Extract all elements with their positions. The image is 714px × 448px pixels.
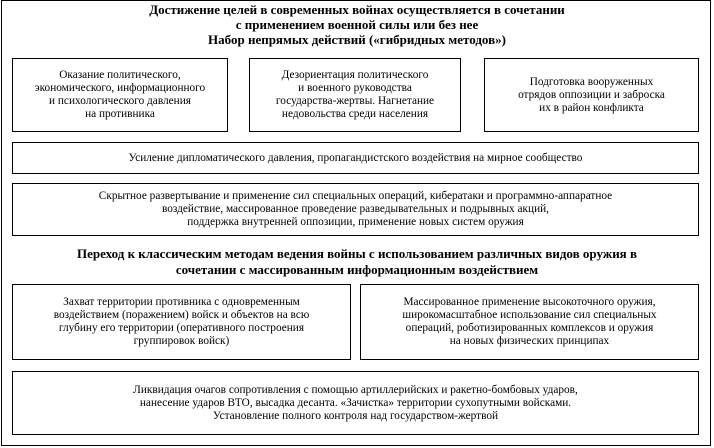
box-pressure-line-4: на противника bbox=[85, 108, 155, 120]
box-territory-capture-line-3: глубину его территории (оперативного построения bbox=[58, 322, 305, 334]
box-pressure-line-3: и психологического давления bbox=[49, 95, 191, 107]
section2-line-1: Переход к классическим методам ведения войны с использованием различных видов оружия в bbox=[76, 246, 637, 261]
box-territory-capture-line-1: Захват территории противника с одновременным bbox=[63, 296, 300, 308]
box-armed-groups-line-3: их в район конфликта bbox=[539, 101, 644, 114]
box-covert-ops-line-1: Скрытное развертывание и применение сил специальных операций, кибератаки и программно-аппаратное bbox=[98, 190, 613, 202]
box-disorientation-line-4: недовольства среди населения bbox=[281, 108, 429, 120]
box-precision-weapons-line-1: Массированное применение высокоточного оружия, bbox=[403, 296, 656, 308]
header-line-1: Достижение целей в современных войнах осуществляется в сочетании bbox=[149, 2, 565, 17]
box-precision-weapons-line-2: широкомасштабное использование сил специальных bbox=[402, 309, 657, 321]
box-armed-groups-line-2: отрядов оппозиции и заброска bbox=[518, 88, 665, 101]
box-precision-weapons bbox=[360, 284, 699, 360]
box-resistance-elimination bbox=[12, 371, 699, 435]
box-armed-groups bbox=[484, 58, 699, 132]
box-covert-ops bbox=[12, 183, 699, 236]
box-diplomatic bbox=[12, 142, 699, 174]
box-territory-capture-line-2: воздействием (поражением) войск и объектов на всю bbox=[53, 309, 310, 321]
box-covert-ops-line-2: воздействие, массированное проведение разведывательных и подрывных акций, bbox=[162, 203, 549, 215]
box-covert-ops-line-3: поддержка внутренней оппозиции, применение новых систем оружия bbox=[187, 216, 524, 228]
box-territory-capture-line-4: группировок войск) bbox=[133, 335, 230, 347]
box-disorientation-line-1: Дезориентация политического bbox=[281, 69, 429, 81]
box-pressure-line-2: экономического, информационного bbox=[34, 82, 206, 94]
box-precision-weapons-line-4: на новых физических принципах bbox=[449, 335, 610, 347]
box-resistance-elimination-line-3: Установление полного контроля над государством-жертвой bbox=[212, 409, 499, 422]
box-diplomatic-line-1: Усиление дипломатического давления, пропагандистского воздействия на мирное сообщество bbox=[128, 151, 583, 164]
box-pressure bbox=[12, 58, 228, 132]
box-precision-weapons-line-3: операций, роботизированных комплексов и оружия bbox=[405, 322, 654, 334]
box-armed-groups-line-1: Подготовка вооруженных bbox=[529, 75, 654, 88]
section2-line-2: сочетании с массированным информационным воздействием bbox=[175, 262, 539, 277]
header-line-2: с применением военной силы или без нее bbox=[235, 17, 479, 32]
box-territory-capture bbox=[12, 284, 351, 360]
header-line-3: Набор непрямых действий («гибридных методов») bbox=[208, 32, 506, 47]
box-disorientation-line-2: и военного руководства bbox=[298, 82, 412, 94]
box-resistance-elimination-line-1: Ликвидация очагов сопротивления с помощью артиллерийских и ракетно-бомбовых ударов, bbox=[133, 383, 578, 396]
box-disorientation bbox=[249, 58, 461, 132]
box-disorientation-line-3: государства-жертвы. Нагнетание bbox=[275, 95, 435, 107]
box-resistance-elimination-line-2: нанесение ударов ВТО, высадка десанта. «Зачистка» территории сухопутными войсками. bbox=[139, 396, 572, 409]
box-pressure-line-1: Оказание политического, bbox=[59, 69, 181, 81]
